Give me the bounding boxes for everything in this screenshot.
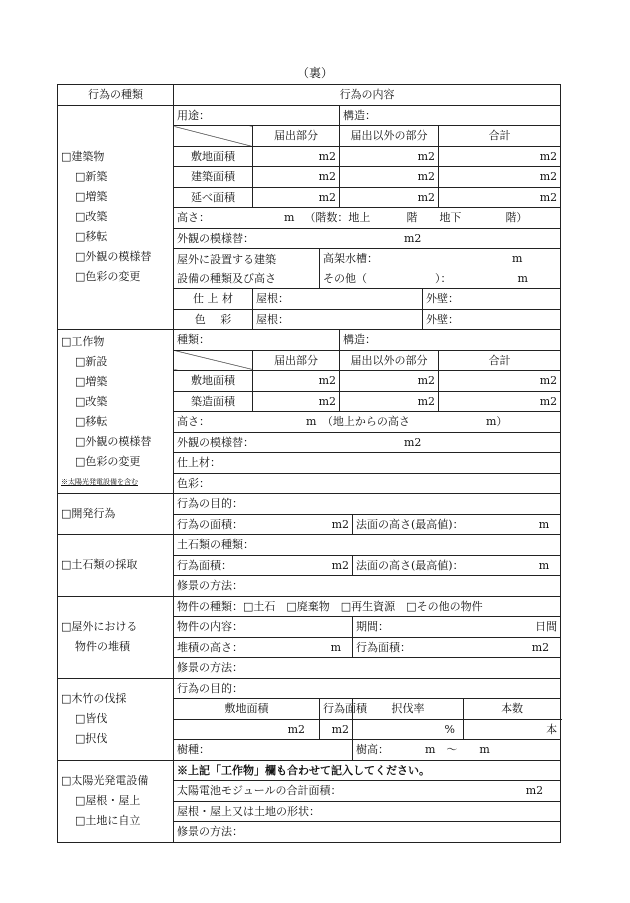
storage-landscape-field[interactable]: 修景の方法： [174, 658, 561, 679]
diagonal-cell [174, 350, 253, 371]
felling-col-action-area: 行為面積 [320, 699, 353, 720]
development-purpose-field[interactable]: 行為の目的： [174, 494, 561, 515]
structure-facade-unit: m2 [404, 435, 422, 449]
structure-site-other[interactable]: m2 [340, 371, 439, 392]
diagonal-cell [174, 126, 253, 147]
outdoor-equipment-line1: 屋外に設置する建築 [177, 252, 276, 266]
facade-label: 外観の模様替： [177, 231, 254, 245]
development-slope-field[interactable] [353, 514, 561, 535]
solar-note: ※上記「工作物」欄も合わせて記入してください。 [174, 760, 561, 781]
page-title: （裏） [296, 66, 333, 80]
building-use-field[interactable]: 用途： [174, 105, 340, 126]
solar-type-cell [58, 760, 174, 842]
other-unit: m [517, 271, 528, 285]
row-floor-area: 延べ面積 [174, 187, 253, 208]
structure-option-rebuild[interactable]: □改築 [75, 394, 108, 408]
felling-checkbox[interactable]: □木竹の伐採 [61, 692, 127, 705]
construction-area-total[interactable]: m2 [439, 391, 561, 412]
building-option-extension[interactable]: □増築 [75, 190, 108, 204]
soil-kind-field[interactable]: 土石類の種類： [174, 535, 561, 556]
elevated-tank-unit: m [512, 252, 523, 266]
soil-landscape-field[interactable]: 修景の方法： [174, 576, 561, 597]
felling-option-clear[interactable]: □皆伐 [75, 712, 108, 725]
structure-finish-field[interactable]: 仕上材： [174, 453, 561, 474]
structure-option-new[interactable]: □新設 [75, 354, 108, 368]
felling-option-selective[interactable]: □択伐 [75, 732, 108, 745]
row-building-area: 建築面積 [174, 167, 253, 188]
outdoor-equipment-label [174, 249, 320, 289]
elevated-tank-field[interactable] [320, 249, 561, 269]
building-option-rebuild[interactable]: □改築 [75, 210, 108, 224]
storage-period-field[interactable] [353, 617, 561, 638]
elevated-tank-label: 高架水槽： [323, 252, 378, 266]
development-area-field[interactable] [174, 514, 353, 535]
other-label: その他（ [323, 271, 367, 285]
floors-label: （階数：地上 [304, 211, 371, 225]
construction-area-other[interactable]: m2 [340, 391, 439, 412]
storage-area-unit: m2 [531, 640, 550, 654]
felling-col-count: 本数 [464, 699, 561, 720]
storage-period-unit: 日間 [535, 620, 558, 634]
col-header-notified: 届出部分 [253, 126, 340, 147]
felling-tree-height-field[interactable] [353, 740, 561, 761]
building-area-total[interactable]: m2 [439, 167, 561, 188]
structure-height-end: m） [485, 415, 508, 429]
col-header-total: 合計 [439, 126, 561, 147]
soil-area-field[interactable] [174, 555, 353, 576]
felling-species-field[interactable]: 樹種： [174, 740, 353, 761]
solar-option-roof[interactable]: □屋根・屋上 [75, 794, 141, 807]
solar-landscape-field[interactable]: 修景の方法： [174, 822, 561, 843]
felling-col-site-area: 敷地面積 [174, 699, 320, 720]
structure-option-extension[interactable]: □増築 [75, 374, 108, 388]
soil-slope-field[interactable] [353, 555, 561, 576]
building-structure-field[interactable]: 構造： [340, 105, 561, 126]
site-area-other[interactable]: m2 [340, 146, 439, 167]
structure-structure-field[interactable]: 構造： [340, 330, 561, 351]
storage-height-label: 堆積の高さ： [177, 640, 243, 654]
felling-action-area-value[interactable]: m2 [320, 719, 353, 740]
floors-below-unit: 階） [505, 211, 528, 225]
solar-option-ground[interactable]: □土地に自立 [75, 814, 141, 827]
development-type-cell[interactable]: □開発行為 [58, 494, 174, 535]
finish-material-label: 仕 上 材 [174, 289, 253, 310]
structure-height-text: m （地上からの高さ [306, 415, 410, 429]
building-option-color[interactable]: □色彩の変更 [75, 270, 141, 284]
soil-slope-unit: m [538, 558, 550, 572]
site-area-total[interactable]: m2 [439, 146, 561, 167]
solar-checkbox[interactable]: □太陽光発電設備 [61, 774, 149, 787]
header-type: 行為の種類 [58, 85, 174, 106]
structure-site-total[interactable]: m2 [439, 371, 561, 392]
building-area-notified[interactable]: m2 [253, 167, 340, 188]
finish-wall-field[interactable]: 外壁： [423, 289, 561, 310]
color-roof-field[interactable]: 屋根： [253, 309, 423, 330]
storage-area-label: 行為面積： [356, 640, 411, 654]
structure-height-label: 高さ： [177, 415, 210, 429]
floor-area-other[interactable]: m2 [340, 187, 439, 208]
structure-checkbox[interactable]: □工作物 [61, 334, 105, 348]
header-content: 行為の内容 [174, 85, 561, 106]
storage-type-line2: 物件の堆積 [75, 640, 130, 653]
structure-option-color[interactable]: □色彩の変更 [75, 454, 141, 468]
floor-area-notified[interactable]: m2 [253, 187, 340, 208]
soil-area-label: 行為面積： [177, 558, 232, 572]
storage-area-field[interactable] [353, 637, 561, 658]
soil-type-cell[interactable]: □土石類の採取 [58, 535, 174, 597]
structure-facade-field[interactable] [174, 432, 561, 453]
tree-height-range: m 〜 m [425, 743, 490, 757]
structure-site-notified[interactable]: m2 [253, 371, 340, 392]
floors-below-label: 地下 [439, 211, 462, 225]
site-area-notified[interactable]: m2 [253, 146, 340, 167]
building-option-new[interactable]: □新築 [75, 170, 108, 184]
other-close: ）： [435, 271, 452, 285]
soil-area-unit: m2 [331, 558, 349, 572]
height-label: 高さ： [177, 211, 210, 225]
felling-rate-value[interactable]: % [353, 719, 464, 740]
color-wall-field[interactable]: 外壁： [423, 309, 561, 330]
tree-height-label: 樹高： [356, 743, 389, 757]
col-header-total: 合計 [439, 350, 561, 371]
building-checkbox[interactable]: □建築物 [61, 150, 105, 164]
floors-above-unit: 階 [406, 211, 418, 225]
felling-col-rate: 択伐率 [353, 699, 464, 720]
storage-kind-field[interactable]: 物件の種類：□土石 □廃棄物 □再生資源 □その他の物件 [174, 596, 561, 617]
felling-site-area-value[interactable]: m2 [174, 719, 320, 740]
row-site-area: 敷地面積 [174, 371, 253, 392]
solar-included-note: ※太陽光発電設備を含む [61, 477, 138, 486]
felling-count-value[interactable]: 本 [464, 719, 561, 740]
col-header-other: 届出以外の部分 [340, 126, 439, 147]
solar-module-area-field[interactable] [174, 781, 561, 802]
structure-facade-label: 外観の模様替： [177, 435, 254, 449]
row-site-area: 敷地面積 [174, 146, 253, 167]
structure-option-facade[interactable]: □外観の模様替 [75, 434, 152, 448]
other-equipment-field[interactable] [320, 269, 561, 289]
col-header-other: 届出以外の部分 [340, 350, 439, 371]
application-form-table [57, 84, 561, 843]
floor-area-total[interactable]: m2 [439, 187, 561, 208]
storage-height-unit: m [330, 640, 341, 654]
development-area-label: 行為の面積： [177, 517, 243, 531]
building-area-other[interactable]: m2 [340, 167, 439, 188]
storage-checkbox[interactable]: □屋外における [61, 620, 138, 633]
height-unit: m [284, 211, 295, 225]
solar-shape-field[interactable]: 屋根・屋上又は土地の形状： [174, 801, 561, 822]
storage-type-cell [58, 596, 174, 678]
development-slope-unit: m [538, 517, 550, 531]
felling-type-cell [58, 678, 174, 760]
structure-type-cell [58, 330, 174, 494]
structure-kind-field[interactable]: 種類： [174, 330, 340, 351]
development-area-unit: m2 [331, 517, 349, 531]
storage-period-label: 期間： [356, 620, 389, 634]
building-option-facade[interactable]: □外観の模様替 [75, 250, 152, 264]
col-header-notified: 届出部分 [253, 350, 340, 371]
structure-height-field[interactable] [174, 412, 561, 433]
outdoor-equipment-line2: 設備の種類及び高さ [177, 271, 276, 285]
color-label: 色 彩 [174, 309, 253, 330]
facade-unit: m2 [404, 231, 422, 245]
storage-height-field[interactable] [174, 637, 353, 658]
building-type-cell [58, 105, 174, 330]
finish-roof-field[interactable]: 屋根： [253, 289, 423, 310]
storage-content-field[interactable]: 物件の内容： [174, 617, 353, 638]
construction-area-notified[interactable]: m2 [253, 391, 340, 412]
structure-option-relocation[interactable]: □移転 [75, 414, 108, 428]
module-area-unit: m2 [525, 784, 544, 798]
felling-purpose-field[interactable]: 行為の目的： [174, 678, 561, 699]
building-height-field[interactable] [174, 208, 561, 229]
building-option-relocation[interactable]: □移転 [75, 230, 108, 244]
soil-slope-label: 法面の高さ(最高値)： [356, 558, 464, 572]
development-slope-label: 法面の高さ(最高値)： [356, 517, 464, 531]
structure-color-field[interactable]: 色彩： [174, 473, 561, 494]
building-facade-field[interactable] [174, 228, 561, 249]
row-construction-area: 築造面積 [174, 391, 253, 412]
module-area-label: 太陽電池モジュールの合計面積： [177, 784, 342, 798]
